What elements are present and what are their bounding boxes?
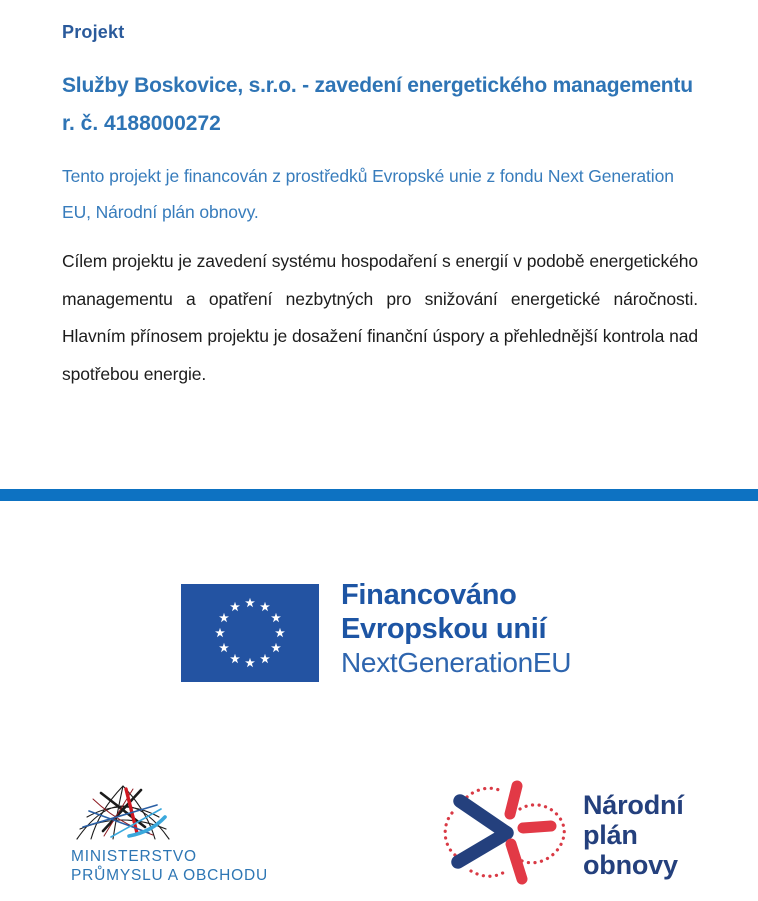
eu-text-line2: Evropskou unií <box>341 613 547 645</box>
ministry-logo <box>71 783 268 885</box>
ministry-name-line2: PRŮMYSLU A OBCHODU <box>71 866 268 884</box>
npo-name-line3: obnovy <box>583 850 678 880</box>
npo-logo <box>443 780 684 892</box>
npo-mark-icon <box>443 780 568 892</box>
npo-name-line1: Národní <box>583 790 684 820</box>
ministry-name-line1: MINISTERSTVO <box>71 848 197 865</box>
ministry-globe-icon <box>73 783 173 845</box>
eu-funding-text <box>341 578 571 680</box>
kicker-projekt: Projekt <box>62 22 125 42</box>
eu-flag-icon <box>181 584 319 682</box>
divider-bar <box>0 489 758 501</box>
npo-name <box>583 790 684 892</box>
registration-number: r. č. 4188000272 <box>62 112 221 135</box>
project-description: Cílem projektu je zavedení systému hospodaření s energií v podobě energetického managementu a opatření nezbytných pro snižování energetické náročnosti. Hlavním přínosem projektu je dosažení finanční úspory a přehlednější kontrola nad spotřebou energie. <box>62 251 698 384</box>
eu-funding-logo <box>181 579 572 682</box>
eu-text-line1: Financováno <box>341 579 517 611</box>
eu-text-line3: NextGenerationEU <box>341 647 572 678</box>
funding-note: Tento projekt je financován z prostředků Evropské unie z fondu Next Generation EU, Národní plán obnovy. <box>62 166 674 222</box>
ministry-name <box>71 848 268 885</box>
project-title: Služby Boskovice, s.r.o. - zavedení energetického managementu <box>62 74 693 97</box>
npo-name-line2: plán <box>583 820 638 850</box>
